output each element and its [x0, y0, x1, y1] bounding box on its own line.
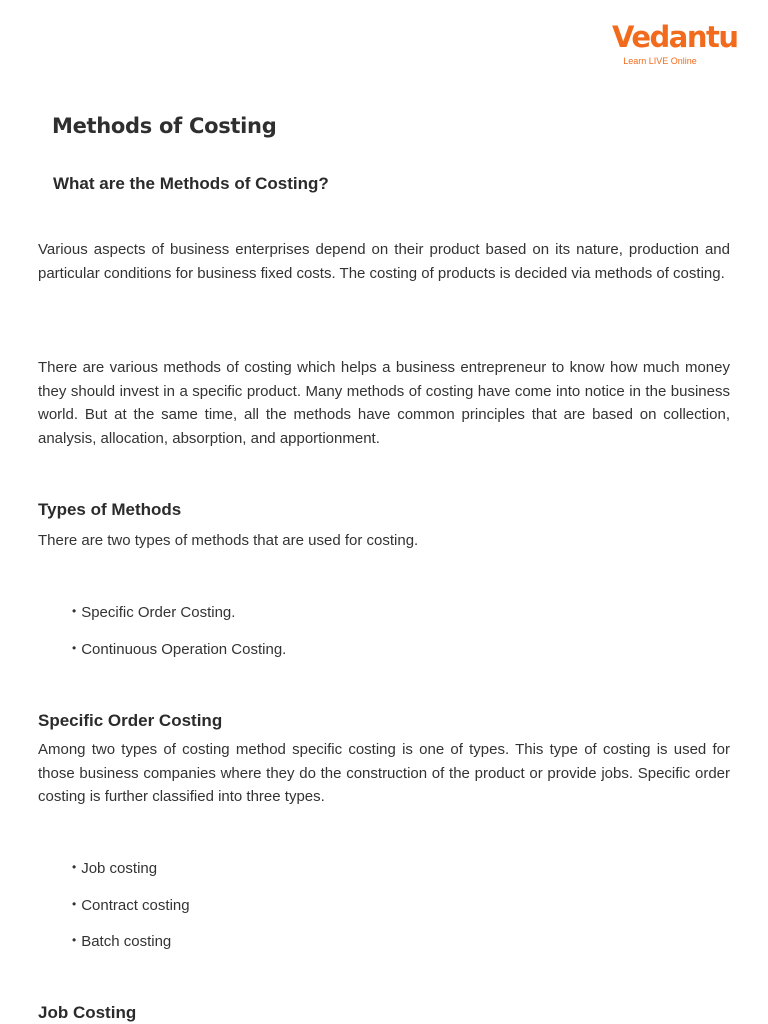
intro-paragraph: Various aspects of business enterprises depend on their product based on its nature, production and particular conditions for business fixed costs. The costing of products is decided via methods of costing.: [38, 241, 730, 282]
list-item-text: Batch costing: [81, 933, 172, 950]
list-item: [72, 638, 286, 660]
specific-order-heading: Specific Order Costing: [38, 711, 223, 730]
list-item-text: Continuous Operation Costing.: [81, 641, 287, 658]
bullet-icon: •: [72, 604, 77, 618]
vedantu-logo: [612, 20, 738, 67]
job-costing-heading: Job Costing: [38, 1003, 137, 1022]
page-subtitle: What are the Methods of Costing?: [53, 174, 329, 193]
list-item-text: Specific Order Costing.: [81, 604, 236, 621]
specific-order-paragraph: Among two types of costing method specific costing is one of types. This type of costing is used for those business companies where they do the construction of the product or provide jobs. Specific order costing is further classified into three types.: [38, 741, 730, 805]
bullet-icon: •: [72, 933, 77, 947]
logo-tagline: Learn LIVE Online: [623, 56, 697, 66]
bullet-icon: •: [72, 897, 77, 911]
methods-paragraph: There are various methods of costing which helps a business entrepreneur to know how much money they should invest in a specific product. Many methods of costing have come into notice in the business world. But at the same time, all the methods have common principles that are based on collection, analysis, allocation, absorption, and apportionment.: [38, 359, 730, 447]
types-heading: Types of Methods: [38, 500, 182, 519]
types-intro: There are two types of methods that are used for costing.: [38, 532, 419, 549]
list-item: [72, 930, 171, 952]
bullet-icon: •: [72, 860, 77, 874]
list-item-text: Job costing: [81, 860, 158, 877]
page-title: Methods of Costing: [52, 114, 277, 138]
list-item: [72, 894, 190, 916]
list-item-text: Contract costing: [81, 897, 190, 914]
logo-wordmark: Vedantu: [612, 20, 738, 54]
list-item: [72, 601, 235, 623]
bullet-icon: •: [72, 641, 77, 655]
list-item: [72, 857, 157, 879]
